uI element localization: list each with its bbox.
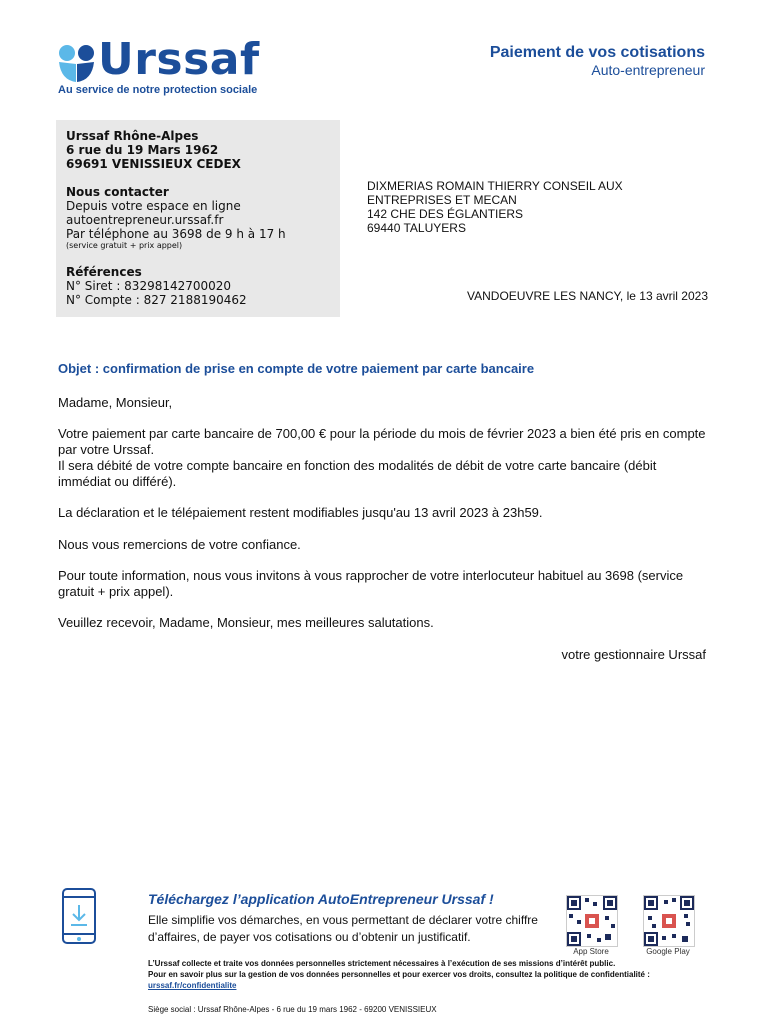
siret-number: N° Siret : 83298142700020 — [66, 279, 232, 293]
account-number: N° Compte : 827 2188190462 — [66, 293, 247, 307]
letter-greeting: Madame, Monsieur, — [58, 395, 173, 410]
letter-paragraph: La déclaration et le télépaiement restent modifiables jusqu'au 13 avril 2023 à 23h59. — [58, 505, 543, 520]
letter-signature: votre gestionnaire Urssaf — [561, 647, 706, 662]
letter-paragraph: Nous vous remercions de votre confiance. — [58, 537, 301, 552]
contact-heading: Nous contacter — [66, 185, 169, 199]
contact-phone: Par téléphone au 3698 de 9 h à 17 h — [66, 227, 286, 241]
recipient-line: DIXMERIAS ROMAIN THIERRY CONSEIL AUX — [367, 179, 623, 193]
privacy-policy-link[interactable]: urssaf.fr/confidentialite — [148, 981, 237, 990]
privacy-line: Pour en savoir plus sur la gestion de vos données personnelles et pour exercer vos droits, consultez la politique de confidentialité : — [148, 970, 650, 979]
logo-wordmark: Urssaf — [98, 34, 260, 85]
app-promo-title: Téléchargez l’application AutoEntrepreneur Urssaf ! — [148, 891, 494, 907]
contact-online: Depuis votre espace en ligne — [66, 199, 241, 213]
urssaf-logo-mark-icon — [56, 44, 98, 86]
recipient-line: ENTREPRISES ET MECAN — [367, 193, 517, 207]
sender-org: Urssaf Rhône-Alpes — [66, 129, 199, 143]
sender-info-box — [56, 120, 340, 317]
contact-site: autoentrepreneur.urssaf.fr — [66, 213, 224, 227]
letter-paragraph: Il sera débité de votre compte bancaire en fonction des modalités de débit de votre carte bancaire (débit immédiat ou différé). — [58, 458, 657, 489]
google-play-label: Google Play — [646, 947, 690, 956]
google-play-qr-code-icon[interactable] — [643, 895, 695, 947]
app-store-qr-code-icon[interactable] — [566, 895, 618, 947]
document-title: Paiement de vos cotisations — [489, 44, 705, 61]
references-heading: Références — [66, 265, 142, 279]
urssaf-logo — [56, 34, 266, 102]
head-office-address: Siège social : Urssaf Rhône-Alpes - 6 rue du 19 mars 1962 - 69200 VENISSIEUX — [148, 1005, 437, 1014]
contact-note: (service gratuit + prix appel) — [66, 241, 183, 250]
privacy-notice — [148, 958, 708, 991]
app-promo-description: Elle simplifie vos démarches, en vous permettant de déclarer votre chiffre d’affaires, de payer vos cotisations ou d’obtenir un justificatif. — [148, 913, 538, 944]
smartphone-download-icon — [58, 888, 100, 944]
sender-city: 69691 VENISSIEUX CEDEX — [66, 157, 241, 171]
letter-paragraph: Votre paiement par carte bancaire de 700,00 € pour la période du mois de février 2023 a bien été pris en compte par votre Urssaf. — [58, 426, 706, 457]
letter-closing: Veuillez recevoir, Madame, Monsieur, mes meilleures salutations. — [58, 615, 434, 630]
privacy-line: L’Urssaf collecte et traite vos données personnelles strictement nécessaires à l’exécution de ses missions d’intérêt public. — [148, 959, 616, 968]
recipient-line: 142 CHE DES ÉGLANTIERS — [367, 207, 524, 221]
document-subtitle: Auto-entrepreneur — [591, 62, 705, 78]
logo-tagline: Au service de notre protection sociale — [58, 84, 258, 96]
letter-paragraph: Pour toute information, nous vous invitons à vous rapprocher de votre interlocuteur habituel au 3698 (service gratuit + prix appel). — [58, 568, 684, 599]
letter-subject: Objet : confirmation de prise en compte de votre paiement par carte bancaire — [58, 361, 535, 376]
recipient-line: 69440 TALUYERS — [367, 221, 466, 235]
sender-street: 6 rue du 19 Mars 1962 — [66, 143, 219, 157]
letter-date: VANDOEUVRE LES NANCY, le 13 avril 2023 — [467, 289, 708, 303]
recipient-address — [367, 179, 687, 235]
app-store-label: App Store — [573, 947, 609, 956]
